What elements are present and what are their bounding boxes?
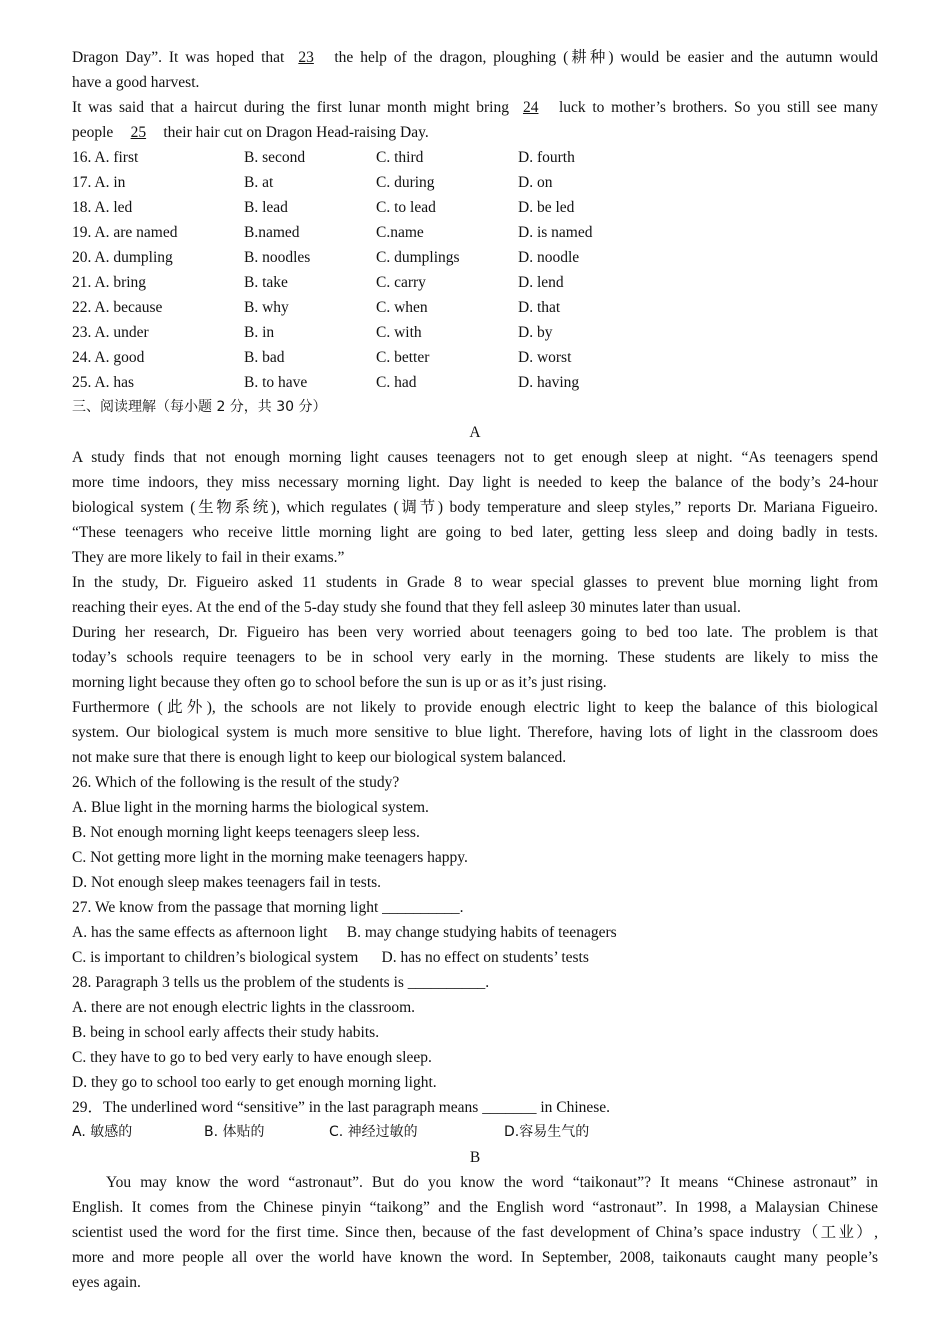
passage-line: You may know the word “astronaut”. But do you know the word “taikonaut”? It means “Chinese astronaut” in (106, 1174, 878, 1191)
option-a: 20. A. dumpling (72, 249, 173, 266)
question-28-option-b: B. being in school early affects their study habits. (72, 1024, 380, 1041)
option-d: D. worst (518, 349, 572, 366)
question-28: 28. Paragraph 3 tells us the problem of the students is __________. (72, 974, 490, 991)
passage-line: “These teenagers who receive little morning light are going to bed later, getting less sleep and doing badly in tests. (72, 524, 878, 541)
cloze-line-1 (72, 45, 878, 70)
cloze-line-3 (72, 95, 878, 120)
passage-b-label: B (469, 1149, 481, 1166)
option-c: C. better (376, 349, 430, 366)
option-row-19 (72, 220, 878, 245)
question-26-option-d: D. Not enough sleep makes teenagers fail in tests. (72, 874, 382, 891)
passage-line: more and more people all over the world have known the word. In September, 2008, taikonauts caught many people’s (72, 1249, 878, 1266)
option-b: B. bad (244, 349, 285, 366)
option-row-20 (72, 245, 878, 270)
questions (72, 770, 878, 1145)
question-27-options-cd: C. is important to children’s biological system D. has no effect on students’ tests (72, 949, 589, 966)
option-d: D. fourth (518, 149, 575, 166)
option-c: C. when (376, 299, 428, 316)
option-c: C. during (376, 174, 435, 191)
option-c: C. had (376, 374, 417, 391)
option-a: 22. A. because (72, 299, 163, 316)
question-26-option-b: B. Not enough morning light keeps teenagers sleep less. (72, 824, 420, 841)
option-a: 19. A. are named (72, 224, 178, 241)
cloze-text: Dragon Day”. It was hoped that (72, 49, 285, 66)
passage-line: They are more likely to fail in their exams.” (72, 549, 345, 566)
option-b: B. in (244, 324, 275, 341)
option-b: B. to have (244, 374, 308, 391)
passage-line: During her research, Dr. Figueiro has been very worried about teenagers going to bed too late. The problem is that (72, 624, 878, 641)
passage-line: system. Our biological system is much more sensitive to blue light. Therefore, having lots of light in the classroom does (72, 724, 878, 741)
passage-b (72, 1170, 878, 1295)
option-b: B. at (244, 174, 274, 191)
cloze-text: luck to mother’s brothers. So you still see many (558, 99, 878, 116)
question-28-option-d: D. they go to school too early to get enough morning light. (72, 1074, 437, 1091)
passage-a (72, 445, 878, 770)
question-27-options-ab: A. has the same effects as afternoon light B. may change studying habits of teenagers (72, 924, 617, 941)
question-29: 29．The underlined word “sensitive” in the last paragraph means _______ in Chinese. (72, 1099, 611, 1116)
option-row-16 (72, 145, 878, 170)
option-d: D. by (518, 324, 553, 341)
option-c: C.name (376, 224, 424, 241)
option-c: C. dumplings (376, 249, 460, 266)
option-row-23 (72, 320, 878, 345)
question-28-option-c: C. they have to go to bed very early to have enough sleep. (72, 1049, 432, 1066)
question-26: 26. Which of the following is the result of the study? (72, 774, 400, 791)
blank-25: 25 (130, 124, 147, 141)
passage-line: scientist used the word for the first time. Since then, because of the fast development of China’s space industry（工业）, (72, 1224, 878, 1241)
option-b: B. second (244, 149, 306, 166)
passage-line: A study finds that not enough morning light causes teenagers not to get enough sleep at night. “As teenagers spend (72, 449, 878, 466)
passage-line: today’s schools require teenagers to be in school very early in the morning. These students are likely to miss the (72, 649, 878, 666)
question-26-option-a: A. Blue light in the morning harms the biological system. (72, 799, 429, 816)
option-c: C. 神经过敏的 (329, 1124, 418, 1140)
question-29-options (72, 1120, 878, 1145)
question-26-option-c: C. Not getting more light in the morning make teenagers happy. (72, 849, 468, 866)
passage-a-label: A (469, 424, 481, 441)
blank-24: 24 (522, 99, 539, 116)
option-b: B. 体贴的 (204, 1124, 265, 1140)
option-a: 18. A. led (72, 199, 133, 216)
cloze-line-2: have a good harvest. (72, 74, 200, 91)
cloze-line-4 (72, 120, 878, 145)
section-heading: 三、阅读理解（每小题 2 分，共 30 分） (72, 399, 327, 415)
option-d: D.容易生气的 (504, 1124, 590, 1140)
exam-page (72, 45, 878, 1295)
option-d: D. having (518, 374, 580, 391)
passage-line: biological system (生物系统), which regulates (调节) body temperature and sleep styles,” reports Dr. Mariana Figueiro. (72, 499, 878, 516)
question-27: 27. We know from the passage that morning light __________. (72, 899, 464, 916)
passage-line: Furthermore (此外), the schools are not likely to provide enough electric light to keep the balance of this biological (72, 699, 878, 716)
option-d: D. lend (518, 274, 564, 291)
option-d: D. be led (518, 199, 575, 216)
option-d: D. on (518, 174, 553, 191)
option-a: 16. A. first (72, 149, 139, 166)
option-b: B. lead (244, 199, 288, 216)
blank-23: 23 (298, 49, 314, 66)
option-d: D. that (518, 299, 561, 316)
cloze-text: their hair cut on Dragon Head-raising Day. (163, 124, 429, 141)
passage-line: In the study, Dr. Figueiro asked 11 students in Grade 8 to wear special glasses to prevent blue morning light from (72, 574, 878, 591)
option-a: 24. A. good (72, 349, 145, 366)
option-b: B. noodles (244, 249, 311, 266)
question-28-option-a: A. there are not enough electric lights in the classroom. (72, 999, 416, 1016)
passage-line: morning light because they often go to school before the sun is up or as it’s just rising. (72, 674, 607, 691)
option-b: B.named (244, 224, 300, 241)
option-b: B. why (244, 299, 289, 316)
passage-line: English. It comes from the Chinese pinyin “taikong” and the English word “astronaut”. In 1998, a Malaysian Chinese (72, 1199, 878, 1216)
cloze-text: people (72, 124, 114, 141)
option-c: C. with (376, 324, 422, 341)
option-row-18 (72, 195, 878, 220)
option-row-22 (72, 295, 878, 320)
option-d: D. noodle (518, 249, 580, 266)
option-c: C. carry (376, 274, 426, 291)
option-row-21 (72, 270, 878, 295)
option-row-24 (72, 345, 878, 370)
option-c: C. third (376, 149, 424, 166)
option-a: 17. A. in (72, 174, 126, 191)
passage-line: reaching their eyes. At the end of the 5-day study she found that they fell asleep 30 minutes later than usual. (72, 599, 741, 616)
option-a: 25. A. has (72, 374, 134, 391)
cloze-text: It was said that a haircut during the first lunar month might bring (72, 99, 509, 116)
option-d: D. is named (518, 224, 593, 241)
option-c: C. to lead (376, 199, 436, 216)
option-a: A. 敏感的 (72, 1124, 133, 1140)
option-a: 21. A. bring (72, 274, 147, 291)
option-a: 23. A. under (72, 324, 149, 341)
option-row-25 (72, 370, 878, 395)
option-b: B. take (244, 274, 288, 291)
passage-line: eyes again. (72, 1274, 141, 1291)
passage-line: not make sure that there is enough light to keep our biological system balanced. (72, 749, 567, 766)
cloze-text: the help of the dragon, ploughing (耕种) would be easier and the autumn would (334, 49, 878, 66)
cloze-options (72, 145, 878, 395)
option-row-17 (72, 170, 878, 195)
passage-line: more time indoors, they miss necessary morning light. Day light is needed to keep the balance of the body’s 24-hour (72, 474, 878, 491)
